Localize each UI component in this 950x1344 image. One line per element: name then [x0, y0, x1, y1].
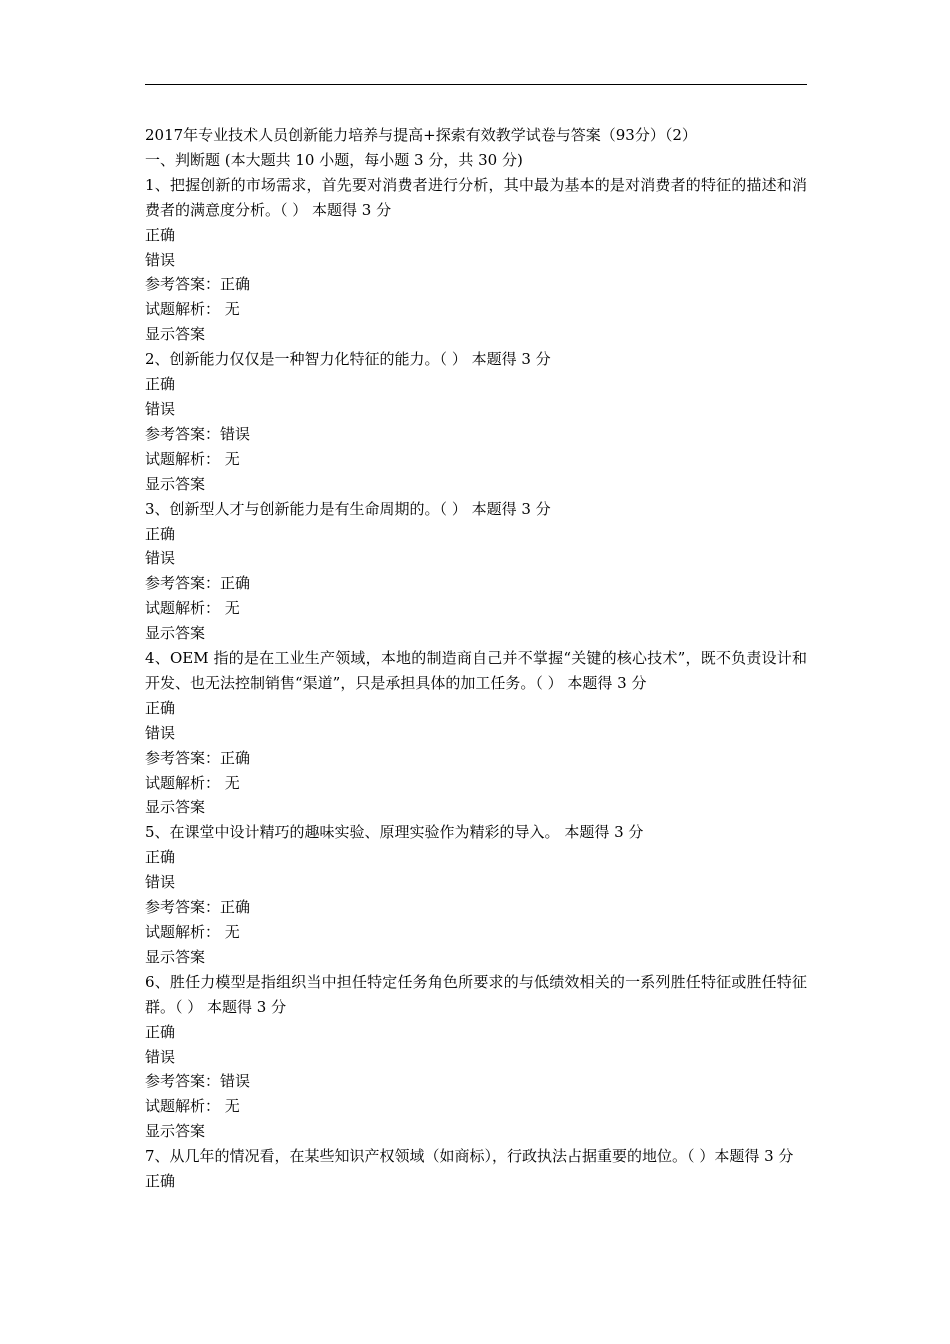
question-5 — [145, 820, 807, 969]
explanation: 试题解析： 无 — [145, 449, 240, 468]
show-answer-link[interactable]: 显示答案 — [145, 1122, 206, 1141]
reference-answer: 参考答案：正确 — [145, 275, 251, 294]
option-true[interactable]: 正确 — [145, 698, 176, 717]
option-true[interactable]: 正确 — [145, 1172, 176, 1191]
question-text: 1、把握创新的市场需求，首先要对消费者进行分析，其中最为基本的是对消费者的特征的描述和消费者的满意度分析。（ ） 本题得 3 分 — [145, 175, 807, 219]
option-false[interactable]: 错误 — [145, 250, 176, 269]
explanation: 试题解析： 无 — [145, 300, 240, 319]
question-6 — [145, 970, 807, 1144]
option-true[interactable]: 正确 — [145, 848, 176, 867]
explanation: 试题解析： 无 — [145, 773, 240, 792]
explanation: 试题解析： 无 — [145, 1097, 240, 1116]
question-3 — [145, 497, 807, 646]
option-true[interactable]: 正确 — [145, 524, 176, 543]
show-answer-link[interactable]: 显示答案 — [145, 947, 206, 966]
question-text: 7、从几年的情况看，在某些知识产权领域（如商标），行政执法占据重要的地位。（ ）本题得 3 分 — [145, 1147, 794, 1166]
reference-answer: 参考答案：错误 — [145, 1072, 251, 1091]
explanation: 试题解析： 无 — [145, 923, 240, 941]
question-1 — [145, 173, 807, 347]
question-7 — [145, 1144, 807, 1194]
question-text: 2、创新能力仅仅是一种智力化特征的能力。（ ） 本题得 3 分 — [145, 350, 551, 369]
option-false[interactable]: 错误 — [145, 549, 176, 568]
document-body — [145, 123, 807, 1194]
document-page — [145, 0, 807, 1344]
explanation: 试题解析： 无 — [145, 599, 240, 618]
reference-answer: 参考答案：正确 — [145, 898, 251, 917]
reference-answer: 参考答案：错误 — [145, 424, 251, 443]
show-answer-link[interactable]: 显示答案 — [145, 798, 206, 817]
question-text: 6、胜任力模型是指组织当中担任特定任务角色所要求的与低绩效相关的一系列胜任特征或胜任特征群。（ ） 本题得 3 分 — [145, 972, 807, 1016]
option-false[interactable]: 错误 — [145, 1047, 176, 1066]
question-2 — [145, 347, 807, 496]
reference-answer: 参考答案：正确 — [145, 748, 251, 767]
show-answer-link[interactable]: 显示答案 — [145, 624, 206, 643]
section-heading: 一、判断题 (本大题共 10 小题，每小题 3 分，共 30 分) — [145, 150, 523, 169]
option-true[interactable]: 正确 — [145, 375, 176, 394]
option-false[interactable]: 错误 — [145, 723, 176, 742]
show-answer-link[interactable]: 显示答案 — [145, 474, 206, 493]
header-rule — [145, 84, 807, 85]
reference-answer: 参考答案：正确 — [145, 574, 251, 593]
option-false[interactable]: 错误 — [145, 399, 176, 418]
question-text: 3、创新型人才与创新能力是有生命周期的。（ ） 本题得 3 分 — [145, 499, 551, 518]
question-text: 5、在课堂中设计精巧的趣味实验、原理实验作为精彩的导入。 本题得 3 分 — [145, 823, 644, 842]
option-true[interactable]: 正确 — [145, 1022, 176, 1041]
option-true[interactable]: 正确 — [145, 225, 176, 244]
option-false[interactable]: 错误 — [145, 873, 176, 892]
question-4 — [145, 646, 807, 820]
show-answer-link[interactable]: 显示答案 — [145, 325, 206, 344]
question-text: 4、OEM 指的是在工业生产领域，本地的制造商自己并不掌握“关键的核心技术”，既不负责设计和开发、也无法控制销售“渠道”，只是承担具体的加工任务。（ ） 本题得 3 分 — [145, 649, 807, 692]
document-title: 2017年专业技术人员创新能力培养与提高+探索有效教学试卷与答案（93分）（2） — [145, 126, 697, 144]
